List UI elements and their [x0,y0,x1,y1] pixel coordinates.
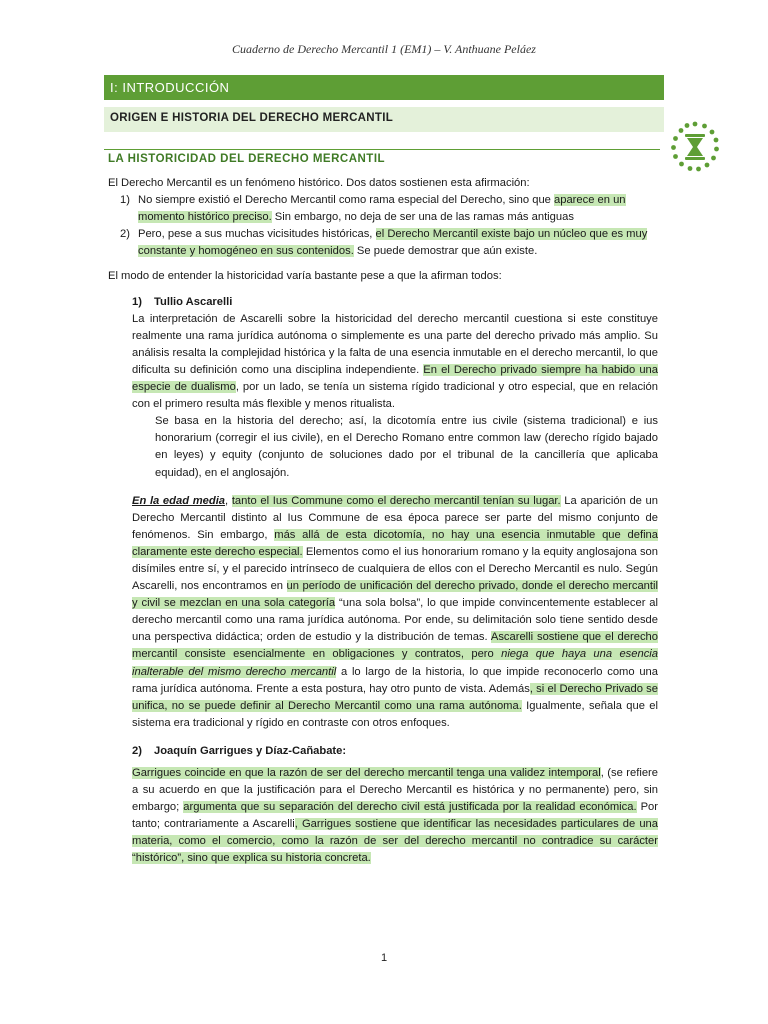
ascarelli-section [108,294,658,868]
paragraph [132,765,658,868]
list-text: Se puede demostrar que aún existe. [353,245,538,258]
text-run: La interpretación de Ascarelli sobre la historicidad del derecho mercantil cuestiona si este constituye realmente una rama jurídica autónoma o simplemente es una parte del derecho privado más amplio. Su análisis resalta la complejidad histórica y la falta de una esencia inmutable en el derecho mercantil, lo que dificulta su definición como una disciplina independiente. [132,312,658,376]
highlight: , Garrigues sostiene que identificar las necesidades particulares de una materia, como el comercio, como la razón de ser del derecho mercantil no contradice su carácter “histórico”, sino que explica su historia concreta. [132,818,658,865]
chapter-title-bar: I: INTRODUCCIÓN [104,75,664,100]
subsection-title: LA HISTORICIDAD DEL DERECHO MERCANTIL [108,153,386,165]
highlight: Ascarelli sostiene que el derecho mercantil consiste esencialmente en obligaciones y contratos, pero [132,631,658,661]
list-item [108,226,658,260]
highlight: En el Derecho privado siempre ha habido una especie de dualismo [132,363,658,394]
list-number: 1) [120,194,130,207]
text-run: Por tanto; contrariamente a Ascarelli [132,801,658,831]
body-text [108,175,658,868]
emphasis: En la edad media [132,494,226,507]
section-heading [132,743,658,760]
intro-list [108,192,658,260]
highlight: un período de unificación del derecho privado, donde el derecho mercantil y civil se mezclan en una sola categoría [132,580,658,610]
highlight-emphasis: niega que haya una esencia inalterable del mismo derecho mercantil [132,648,659,678]
section-title-bar: ORIGEN E HISTORIA DEL DERECHO MERCANTIL [104,107,664,132]
intro-sentence: El Derecho Mercantil es un fenómeno histórico. Dos datos sostienen esta afirmación: [108,177,530,189]
text-run: Elementos como el ius honorarium romano y la equity anglosajona son disímiles entre sí, y el parecido intrínseco de cualquiera de ellos con el Derecho Mercantil es nulo. Según Ascarelli, nos encontramos en [132,545,658,593]
text-run: , [225,494,232,507]
highlight: más allá de esta dicotomía, no hay una esencia inmutable que defina claramente este derecho especial. [132,528,658,558]
section-heading [132,294,658,311]
list-text: No siempre existió el Derecho Mercantil como rama especial del Derecho, sino que [138,194,554,207]
highlight: argumenta que su separación del derecho civil está justificada por la realidad económica. [183,801,637,814]
highlight: tanto el Ius Commune como el derecho mercantil tenían su lugar. [231,494,561,507]
text-run: La aparición de un Derecho Mercantil distinto al Ius Commune de esa época parece ser parte del mismo conjunto de fenómenos. Sin embargo, [132,494,658,541]
list-number: 2) [120,228,130,241]
text-run: , (se refiere a su acuerdo en que la justificación para el Derecho Mercantil es histórica y no permanente) pero, sin embargo; [132,767,658,814]
paragraph [132,311,658,414]
paragraph: Se basa en la historia del derecho; así, la dicotomía entre ius civile (sistema tradicional) e ius honorarium (corregir el ius civile), en el Derecho Romano entre common law (derecho rígido bajado en leyes) y equity (conjunto de soluciones dado por el tribunal de la cancillería que aplicaba equidad), en el anglosajón. [155,415,658,479]
text-run: Igualmente, señala que el sistema era tradicional y rígido en contraste con otros enfoques. [132,699,658,729]
transition-sentence: El modo de entender la historicidad varía bastante pese a que la afirman todos: [108,270,502,283]
list-item [108,192,658,226]
text-run: “una sola bolsa”, lo que impide convincentemente establecer al derecho mercantil como una rama jurídica autónoma. Por ende, su delimitación solo tiene sentido desde una perspectiva didáctica; orden de estudio y la distribución de temas. [132,597,659,644]
section-divider [104,149,660,150]
text-run: , por un lado, se tenía un sistema rígido tradicional y otro especial, que en relación con el primero resulta más flexible y menos ritualista. [132,381,658,411]
list-text: Sin embargo, no deja de ser una de las ramas más antiguas [271,211,574,224]
running-header: Cuaderno de Derecho Mercantil 1 (EM1) – V. Anthuane Peláez [232,42,536,56]
highlight: , si el Derecho Privado se unifica, no se puede definir al Derecho Mercantil como una rama autónoma. [132,682,658,712]
paragraph [132,493,658,732]
text-run: a lo largo de la historia, lo que impide reconocerlo como una rama jurídica autónoma. Frente a esta postura, hay otro punto de vista. Además [132,665,658,695]
highlight: Garrigues coincide en que la razón de ser del derecho mercantil tenga una validez intemporal [132,767,601,779]
highlight: aparece en un momento histórico preciso. [138,194,626,224]
list-text: Pero, pese a sus muchas vicisitudes históricas, [138,228,376,241]
section-heading-text: Tullio Ascarelli [154,295,233,308]
highlight: el Derecho Mercantil existe bajo un núcleo que es muy constante y homogéneo en sus contenidos. [138,228,648,258]
section-heading-text: Joaquín Garrigues y Díaz-Cañabate: [154,744,347,757]
page-number: 1 [380,952,388,964]
hourglass-icon [666,120,724,174]
section-number: 1) [132,295,142,308]
section-number: 2) [132,744,142,757]
